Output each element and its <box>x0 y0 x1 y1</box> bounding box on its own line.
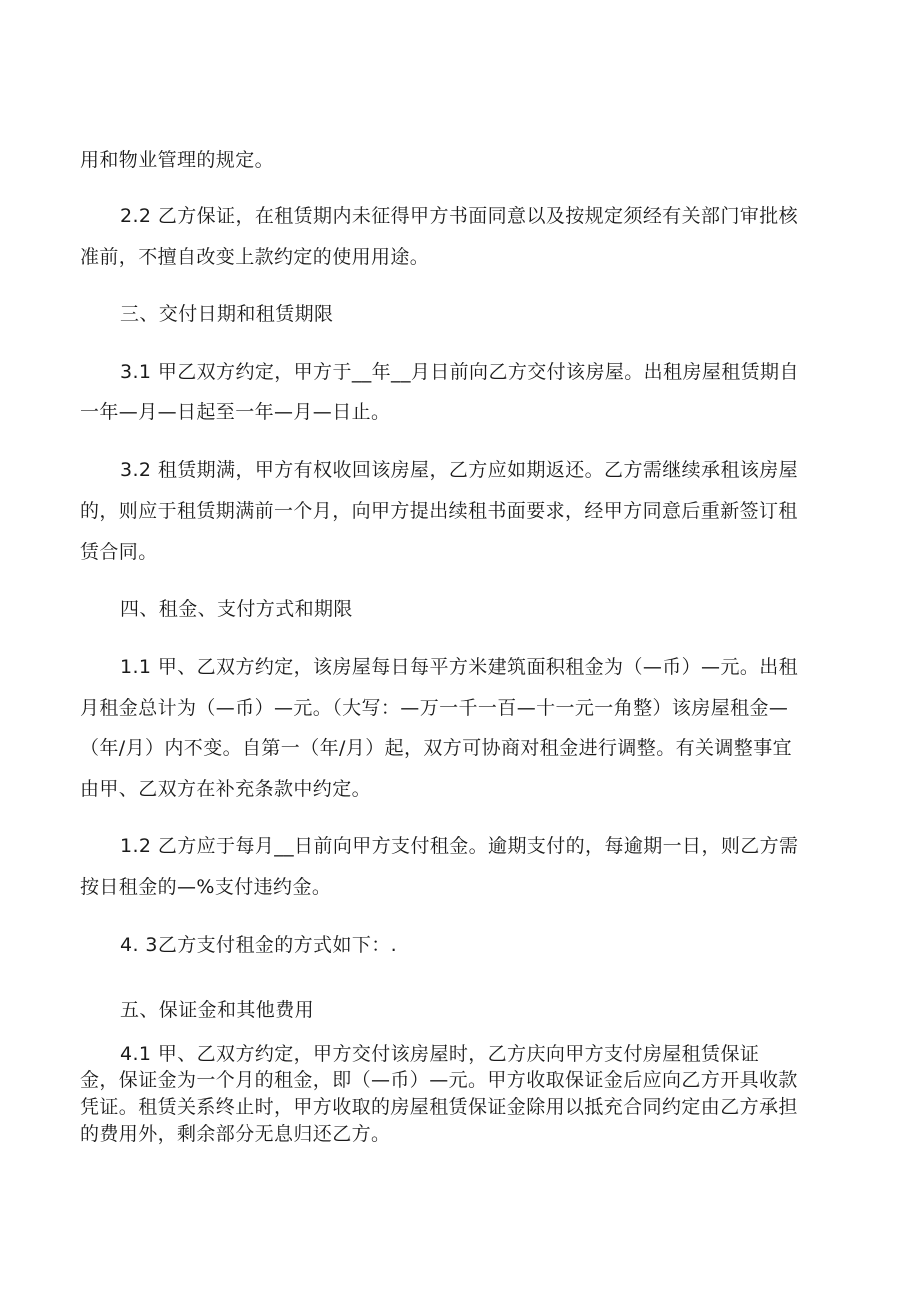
section-heading: 五、保证金和其他费用 <box>120 999 315 1021</box>
section-heading: 三、交付日期和租赁期限 <box>120 303 334 325</box>
clause-2-2-line: 2.2 乙方保证，在租赁期内未征得甲方书面同意以及按规定须经有关部门审批核 <box>120 205 799 227</box>
clause-4-1-line: 4.1 甲、乙双方约定，甲方交付该房屋时，乙方庆向甲方支付房屋租赁保证 <box>120 1043 760 1065</box>
text-line: 的费用外，剩余部分无息归还乙方。 <box>80 1123 391 1145</box>
clause-3-2-line: 3.2 租赁期满，甲方有权收回该房屋，乙方应如期返还。乙方需继续承租该房屋 <box>120 459 799 481</box>
text-line: （年/月）内不变。自第一（年/月）起，双方可协商对租金进行调整。有关调整事宜 <box>80 737 793 759</box>
text-line: 由甲、乙双方在补充条款中约定。 <box>80 778 372 800</box>
text-line: 赁合同。 <box>80 541 158 563</box>
text-line: 按日租金的—%支付违约金。 <box>80 876 332 898</box>
text-line: 准前，不擅自改变上款约定的使用用途。 <box>80 246 430 268</box>
clause-3-1-line: 3.1 甲乙双方约定，甲方于__年__月日前向乙方交付该房屋。出租房屋租赁期自 <box>120 361 799 383</box>
clause-1-2-line: 1.2 乙方应于每月__日前向甲方支付租金。逾期支付的，每逾期一日，则乙方需 <box>120 835 799 857</box>
text-line: 的，则应于租赁期满前一个月，向甲方提出续租书面要求，经甲方同意后重新签订租 <box>80 500 798 522</box>
section-heading: 四、租金、支付方式和期限 <box>120 598 353 620</box>
text-line: 金，保证金为一个月的租金，即（—币）—元。甲方收取保证金后应向乙方开具收款 <box>80 1069 798 1091</box>
text-line: 凭证。租赁关系终止时，甲方收取的房屋租赁保证金除用以抵充合同约定由乙方承担 <box>80 1096 798 1118</box>
clause-4-3-line: 4. 3乙方支付租金的方式如下：. <box>120 934 398 956</box>
clause-1-1-line: 1.1 甲、乙双方约定，该房屋每日每平方米建筑面积租金为（—币）—元。出租 <box>120 656 799 678</box>
text-line: 用和物业管理的规定。 <box>80 149 275 171</box>
text-line: 一年—月—日起至一年—月—日止。 <box>80 401 391 423</box>
text-line: 月租金总计为（—币）—元。（大写：—万一千一百—十一元一角整）该房屋租金— <box>80 697 789 719</box>
